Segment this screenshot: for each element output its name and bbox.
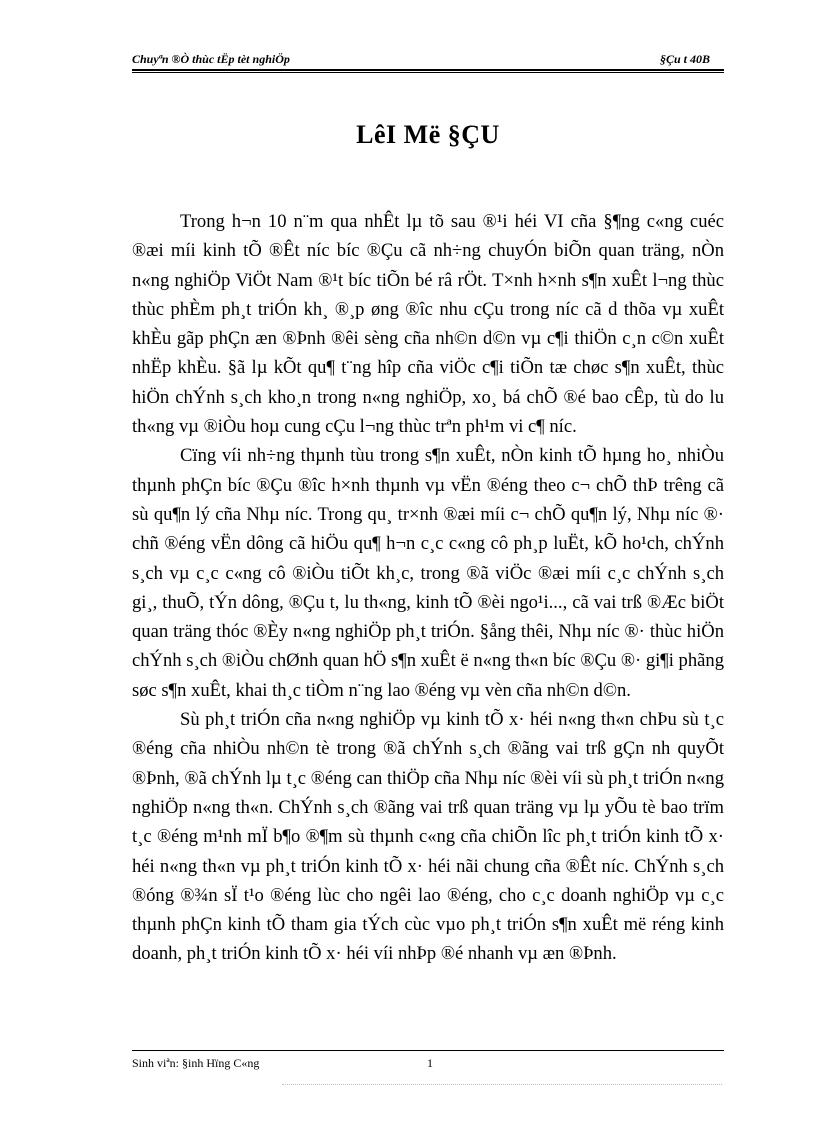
page-footer	[132, 1056, 724, 1072]
page-number: 1	[427, 1056, 433, 1070]
header-title: Chuyªn ®Ò thùc tËp tèt nghiÖp	[132, 52, 290, 66]
footer-dotted-line	[282, 1084, 722, 1085]
document-title: LêI Më §ÇU	[356, 120, 500, 149]
document-body	[132, 207, 724, 969]
footer-author: Sinh viªn: §inh Hïng C«ng	[132, 1056, 260, 1070]
paragraph: Cïng víi nh÷ng thµnh tùu trong s¶n xuÊt, nÒn kinh tÕ hµng ho¸ nhiÒu thµnh phÇn bíc ®Çu ®îc h×nh thµnh vµ vËn ®éng theo c¬ chÕ thÞ trêng cã sù qu¶n lý cña Nhµ níc. Trong qu¸ tr×nh ®æi míi c¬ chÕ qu¶n lý, Nhµ níc ®· chñ ®éng vËn dông cã hiÖu qu¶ h¬n c¸c c«ng cô ph¸p luËt, kÕ ho¹ch, chÝnh s¸ch vµ c¸c c«ng cô ®iÒu tiÕt kh¸c, trong ®ã viÖc ®æi míi c¸c chÝnh s¸ch gi¸, thuÕ, tÝn dông, ®Çu t, lu th«ng, kinh tÕ ®èi ngo¹i..., cã vai trß ®Æc biÖt quan träng thóc ®Èy n«ng nghiÖp ph¸t triÓn. §ång thêi, Nhµ níc ®· thùc hiÖn chÝnh s¸ch ®iÒu chØnh quan hÖ s¶n xuÊt ë n«ng th«n bíc ®Çu ®· gi¶i phãng søc s¶n xuÊt, khai th¸c tiÒm n¨ng lao ®éng vµ vèn cña nh©n d©n.	[132, 445, 724, 701]
header-class: §Çu t 40B	[659, 52, 710, 66]
header-rule	[132, 69, 724, 71]
paragraph: Sù ph¸t triÓn cña n«ng nghiÖp vµ kinh tÕ x· héi n«ng th«n chÞu sù t¸c ®éng cña nhiÒu nh©n tè trong ®ã chÝnh s¸ch ®ãng vai trß gÇn nh quyÕt ®Þnh, ®ã chÝnh lµ t¸c ®éng can thiÖp cña Nhµ níc ®èi víi sù ph¸t triÓn n«ng nghiÖp n«ng th«n. ChÝnh s¸ch ®ãng vai trß quan träng vµ lµ yÕu tè bao trïm t¸c ®éng m¹nh mÏ b¶o ®¶m sù thµnh c«ng cña chiÕn lîc ph¸t triÓn kinh tÕ x· héi n«ng th«n vµ ph¸t triÓn kinh tÕ x· héi nãi chung cña ®Êt níc. ChÝnh s¸ch ®óng ®¾n sÏ t¹o ®éng lùc cho ngêi lao ®éng, cho c¸c doanh nghiÖp vµ c¸c thµnh phÇn kinh tÕ tham gia tÝch cùc vµo ph¸t triÓn s¶n xuÊt më réng kinh doanh, ph¸t triÓn kinh tÕ x· héi víi nhÞp ®é nhanh vµ æn ®Þnh.	[132, 709, 724, 965]
page-header	[132, 52, 724, 70]
header-rule-thin	[132, 72, 724, 73]
paragraph: Trong h¬n 10 n¨m qua nhÊt lµ tõ sau ®¹i héi VI cña §¶ng c«ng cuéc ®æi míi kinh tÕ ®Êt níc bíc ®Çu cã nh÷ng chuyÓn biÕn quan träng, nÒn n«ng nghiÖp ViÖt Nam ®¹t bíc tiÕn bé râ rÖt. T×nh h×nh s¶n xuÊt l¬ng thùc thùc phÈm ph¸t triÓn kh¸ ®¸p øng ®îc nhu cÇu trong níc cã d thõa vµ xuÊt khÈu gãp phÇn æn ®Þnh ®êi sèng cña nh©n d©n vµ c¶i thiÖn c¸n c©n xuÊt nhËp khÈu. §ã lµ kÕt qu¶ t¨ng hîp cña viÖc c¶i tiÕn tæ chøc s¶n xuÊt, thùc hiÖn chÝnh s¸ch kho¸n trong n«ng nghiÖp, xo¸ bá chÕ ®é bao cÊp, tù do lu th«ng vµ ®iÒu hoµ cung cÇu l¬ng thùc trªn ph¹m vi c¶ níc.	[132, 211, 724, 438]
footer-rule	[132, 1050, 724, 1051]
